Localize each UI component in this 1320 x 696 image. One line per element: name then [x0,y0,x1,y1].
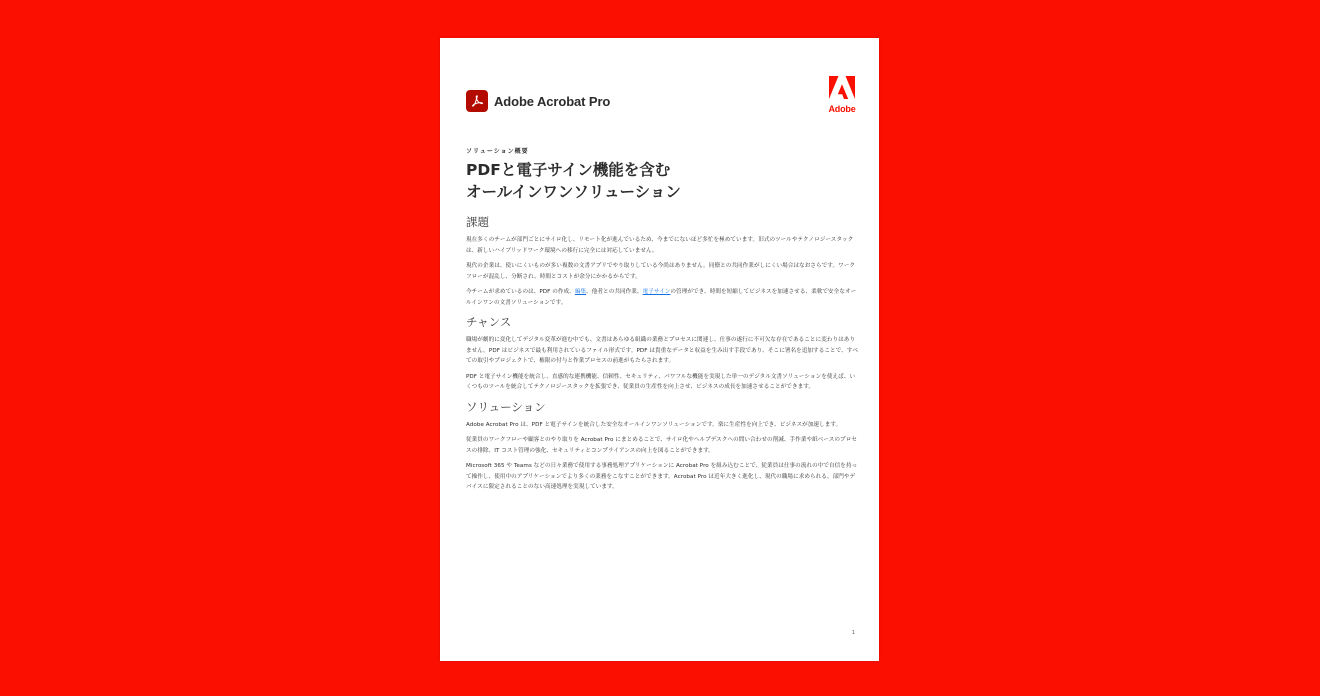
adobe-wordmark: Adobe [828,104,856,114]
eyebrow-label: ソリューション概要 [466,148,529,155]
acrobat-icon [466,90,488,112]
page-number: 1 [851,630,855,636]
paragraph: 現代の企業は、使いにくいものが多い複数の文書アプリでやり取りしている今尚はありません。同僚との共同作業がしにくい場合はなおさらです。ワークフローが混乱し、分断され、時間とコストが余分にかかるからです。 [466,263,856,280]
text: 今チームが求めているのは、PDF の作成、 [466,289,575,295]
document-page [440,38,879,661]
title-line-2: オールインワンソリューション [466,183,681,201]
paragraph: 職場が劇的に変化してデジタル変革が進む中でも、文書はあらゆる組織の業務とプロセスに関連し、仕事の遂行に不可欠な存在であることに変わりはありません。PDF はビジネスで最も利用されているファイル形式です。PDF は貴重なデータと収益を生み出す手段であり、そこに署名を追加することで、すべての取引やプロジェクトで、権限の付与と作業プロセスの前進がもたらされます。 [466,337,858,364]
document-body [466,215,858,500]
paragraph [466,287,858,308]
text: の管理ができ、時間を短縮してビジネスを加速させる、柔軟で安全なオールインワンの文書ソリューションです。 [466,289,857,306]
title-line-1: PDFと電子サイン機能を含む [466,161,671,179]
edit-link[interactable]: 編集 [574,289,587,295]
paragraph: 現在多くのチームが部門ごとにサイロ化し、リモート化が進んでいるため、今までにないほど多忙を極めています。旧式のツールやテクノロジースタックは、新しいハイブリッドワーク環境への移行に完全には対応していません。 [466,237,854,254]
section-heading: 課題 [466,215,489,229]
section-opportunity [466,315,858,393]
adobe-logo [827,76,857,114]
text: 、他者との共同作業、 [586,289,643,295]
section-heading: ソリューション [466,399,546,414]
e-sign-link[interactable]: 電子サイン [642,289,671,295]
paragraph: Microsoft 365 や Teams などの日々業務で使用する事務処理アプリケーションに Acrobat Pro を組み込むことで、従業員は仕事の流れの中で自信を持って操作し、使用中のアプリケーションでより多くの業務をこなすことができます。Acrobat Pro は近年大きく進化し、現代の職場に求められる、部門やデバイスに限定されることのない高速処理を実現しています。 [466,463,858,490]
paragraph: PDF と電子サイン機能を統合し、直感的な連携機能、信頼性、セキュリティ、パワフルな機能を実現した単一のデジタル文書ソリューションを使えば、いくつものツールを統合してテクノロジースタックを拡張でき、従業員の生産性を向上させ、ビジネスの成長を加速させることができます。 [466,373,856,390]
paragraph: Adobe Acrobat Pro は、PDF と電子サインを統合した安全なオールインワンソリューションです。楽に生産性を向上でき、ビジネスが加速します。 [466,421,842,428]
section-challenge [466,215,858,308]
adobe-logo-icon [829,76,855,99]
paragraph: 従業員のワークフローや顧客とのやり取りを Acrobat Pro にまとめることで、サイロ化やヘルプデスクへの問い合わせの削減、手作業や紙ベースのプロセスの排除、IT コスト管理の強化、セキュリティとコンプライアンスの向上を図ることができます。 [466,437,857,454]
document-title [466,159,796,203]
section-heading: チャンス [466,315,512,329]
section-solution [466,400,858,493]
product-name: Adobe Acrobat Pro [494,93,611,109]
product-brand [466,90,610,112]
